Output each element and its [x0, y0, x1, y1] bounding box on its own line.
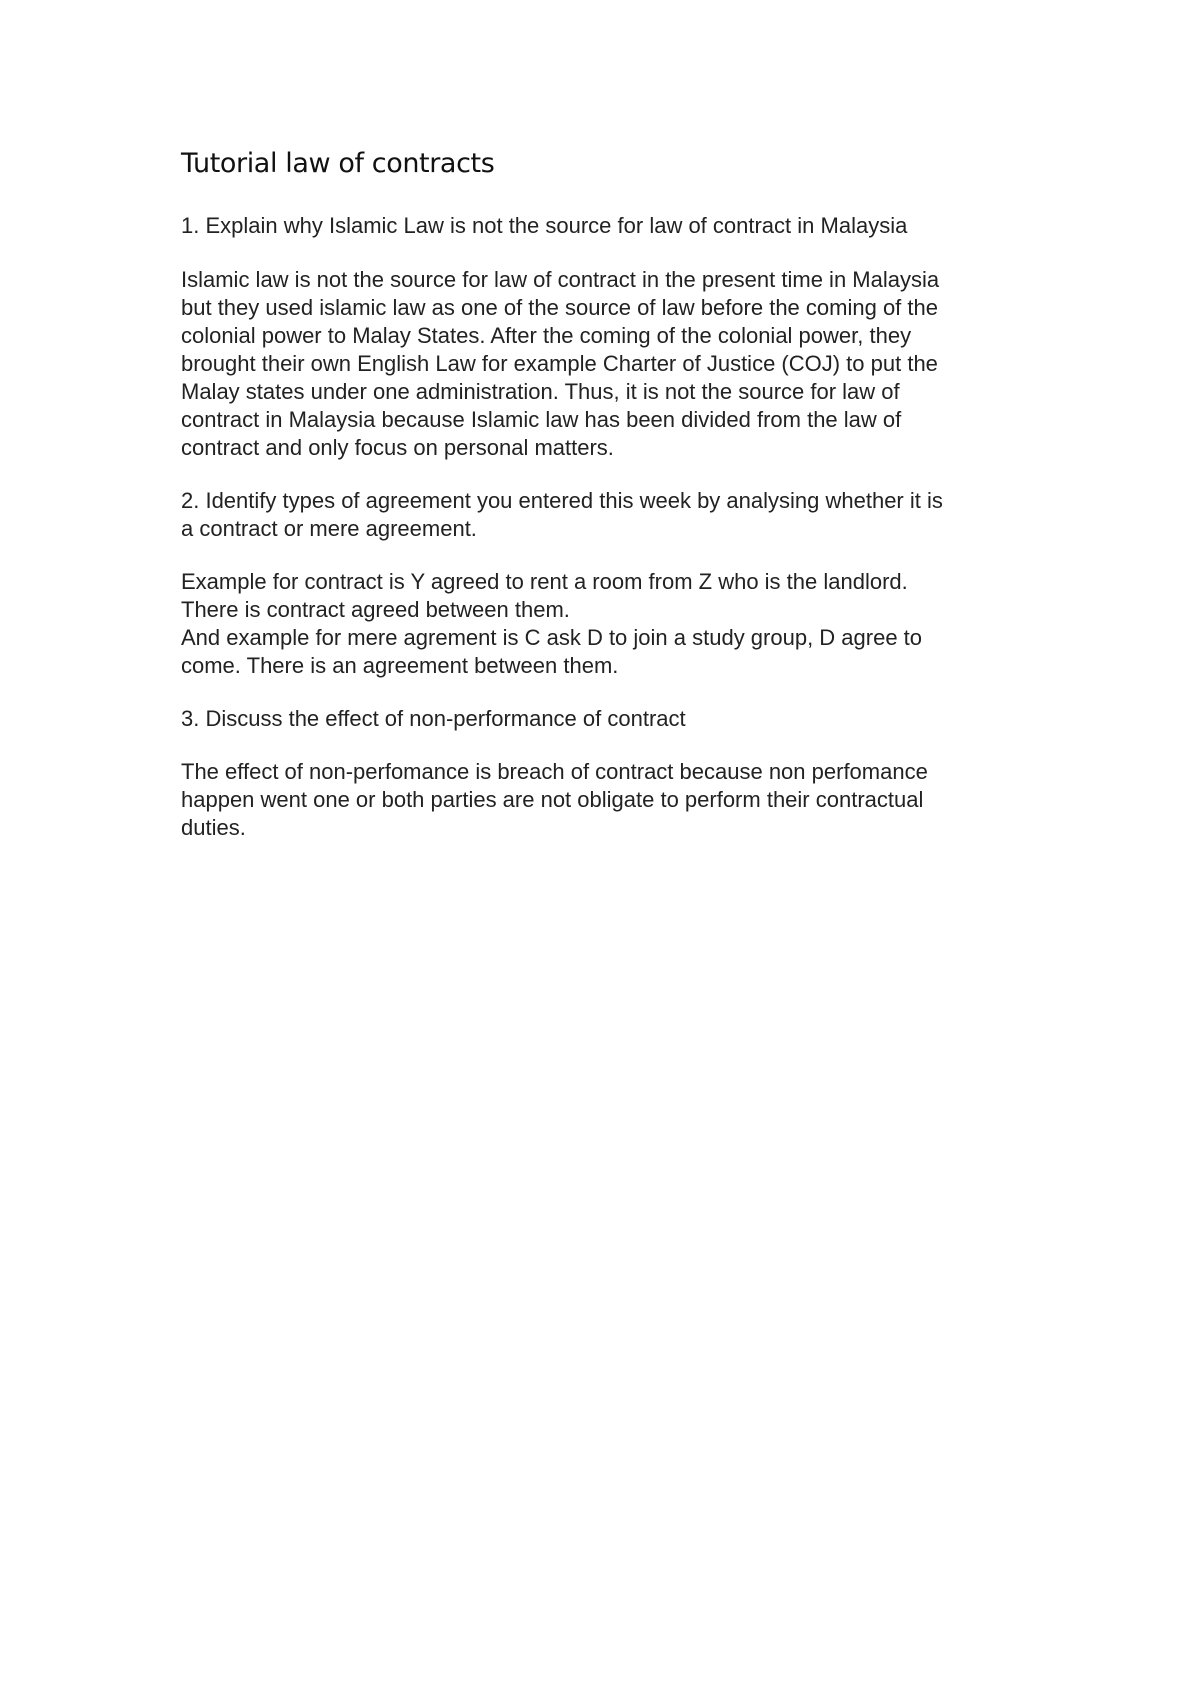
spacer: [181, 733, 1041, 758]
question-3: 3. Discuss the effect of non-performance of contract: [181, 706, 686, 731]
spacer: [181, 462, 1041, 487]
spacer: [181, 680, 1041, 705]
question-2: 2. Identify types of agreement you entered this week by analysing whether it is a contract or mere agreement.: [181, 488, 943, 541]
document-title: Tutorial law of contracts: [181, 148, 495, 179]
spacer: [181, 240, 1041, 266]
document-body: [181, 143, 1041, 842]
answer-2: Example for contract is Y agreed to rent a room from Z who is the landlord. There is contract agreed between them. And example for mere agrement is C ask D to join a study group, D agree to come. There is an agreement between them.: [181, 569, 923, 678]
spacer: [181, 543, 1041, 568]
answer-1: Islamic law is not the source for law of contract in the present time in Malaysia but they used islamic law as one of the source of law before the coming of the colonial power to Malay States. After the coming of the colonial power, they brought their own English Law for example Charter of Justice (COJ) to put the Malay states under one administration. Thus, it is not the source for law of contract in Malaysia because Islamic law has been divided from the law of contract and only focus on personal matters.: [181, 267, 940, 460]
answer-3: The effect of non-perfomance is breach of contract because non perfomance happen went one or both parties are not obligate to perform their contractual duties.: [181, 759, 928, 840]
question-1: 1. Explain why Islamic Law is not the source for law of contract in Malaysia: [181, 213, 908, 238]
